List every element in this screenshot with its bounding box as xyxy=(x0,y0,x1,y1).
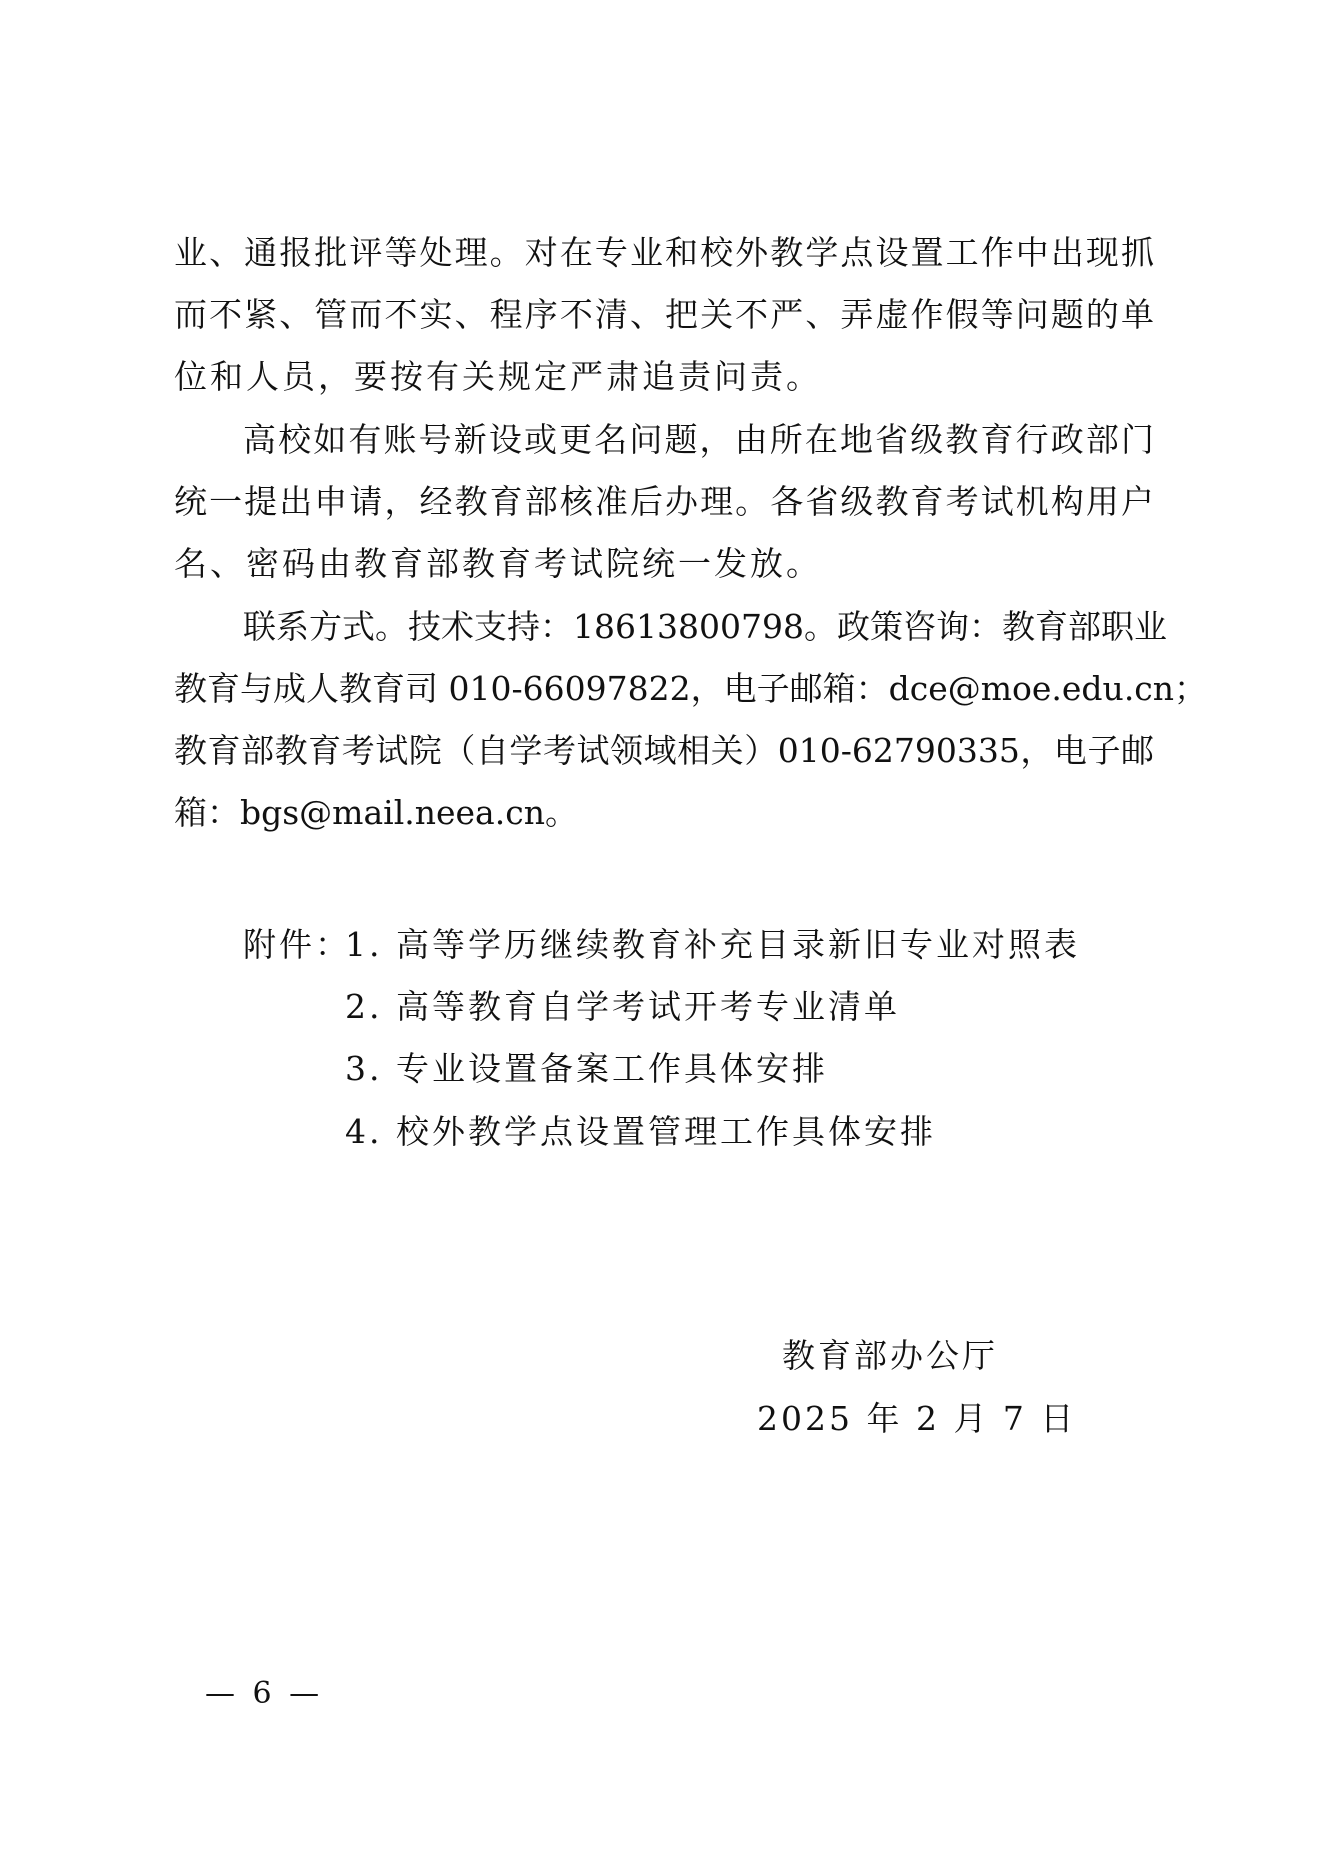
paragraph-3-line-4: 箱：bgs@mail.neea.cn。 xyxy=(174,793,578,832)
paragraph-1-line-3: 位和人员，要按有关规定严肃追责问责。 xyxy=(174,357,822,396)
attachment-item-3: 3. 专业设置备案工作具体安排 xyxy=(345,1049,828,1088)
issuer-name: 教育部办公厅 xyxy=(782,1336,998,1375)
paragraph-2-line-2: 统一提出申请，经教育部核准后办理。各省级教育考试机构用户 xyxy=(174,482,1154,521)
attachments-label: 附件： xyxy=(243,925,351,964)
paragraph-3-line-2: 教育与成人教育司 010-66097822，电子邮箱：dce@moe.edu.cn； xyxy=(174,669,1208,708)
paragraph-3-line-1: 联系方式。技术支持：18613800798。政策咨询：教育部职业 xyxy=(243,607,1167,646)
paragraph-1-line-2: 而不紧、管而不实、程序不清、把关不严、弄虚作假等问题的单 xyxy=(174,295,1154,334)
paragraph-3-line-3: 教育部教育考试院（自学考试领域相关）010-62790335，电子邮 xyxy=(174,731,1154,770)
page-number: — 6 — xyxy=(205,1676,324,1711)
paragraph-1-line-1: 业、通报批评等处理。对在专业和校外教学点设置工作中出现抓 xyxy=(174,233,1154,272)
attachment-item-4: 4. 校外教学点设置管理工作具体安排 xyxy=(345,1112,936,1151)
paragraph-2-line-3: 名、密码由教育部教育考试院统一发放。 xyxy=(174,544,822,583)
issue-date: 2025 年 2 月 7 日 xyxy=(757,1399,1077,1438)
paragraph-2-line-1: 高校如有账号新设或更名问题，由所在地省级教育行政部门 xyxy=(243,420,1154,459)
attachment-item-2: 2. 高等教育自学考试开考专业清单 xyxy=(345,987,900,1026)
attachment-item-1: 1. 高等学历继续教育补充目录新旧专业对照表 xyxy=(345,925,1080,964)
